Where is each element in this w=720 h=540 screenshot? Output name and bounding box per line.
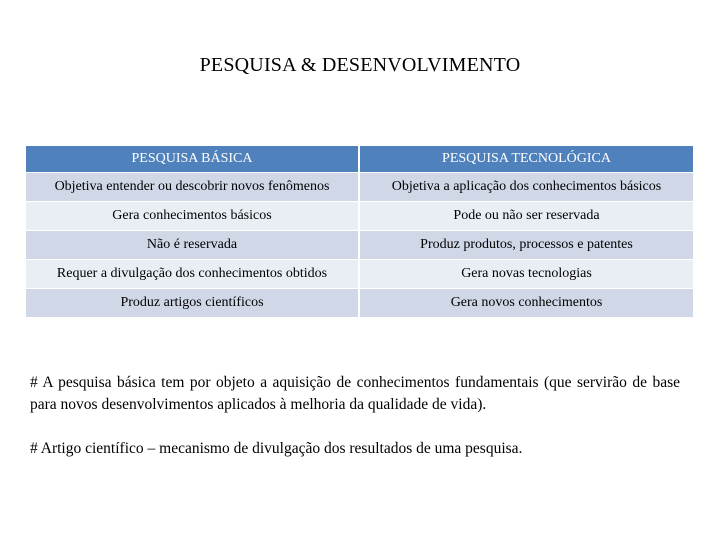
table-header-row	[26, 146, 693, 172]
table-cell: Objetiva entender ou descobrir novos fenômenos	[26, 173, 358, 201]
table-row	[26, 173, 693, 201]
table-row	[26, 289, 693, 317]
table-cell: Gera novas tecnologias	[360, 260, 693, 288]
table-cell: Não é reservada	[26, 231, 358, 259]
table-cell: Requer a divulgação dos conhecimentos obtidos	[26, 260, 358, 288]
page-title: PESQUISA & DESENVOLVIMENTO	[199, 54, 521, 76]
header-basic-research: PESQUISA BÁSICA	[26, 146, 358, 172]
comparison-table	[24, 145, 695, 318]
note-basic-research: # A pesquisa básica tem por objeto a aquisição de conhecimentos fundamentais (que servirão de base para novos desenvolvimentos aplicados à melhoria da qualidade de vida).	[30, 374, 680, 413]
header-technological-research: PESQUISA TECNOLÓGICA	[360, 146, 693, 172]
table-cell: Objetiva a aplicação dos conhecimentos básicos	[360, 173, 693, 201]
table-row	[26, 202, 693, 230]
table-cell: Produz produtos, processos e patentes	[360, 231, 693, 259]
notes-section	[30, 372, 680, 460]
table-cell: Pode ou não ser reservada	[360, 202, 693, 230]
table-cell: Gera conhecimentos básicos	[26, 202, 358, 230]
table-cell: Produz artigos científicos	[26, 289, 358, 317]
table-cell: Gera novos conhecimentos	[360, 289, 693, 317]
table-row	[26, 260, 693, 288]
note-scientific-article: # Artigo científico – mecanismo de divulgação dos resultados de uma pesquisa.	[30, 440, 523, 457]
table-row	[26, 231, 693, 259]
